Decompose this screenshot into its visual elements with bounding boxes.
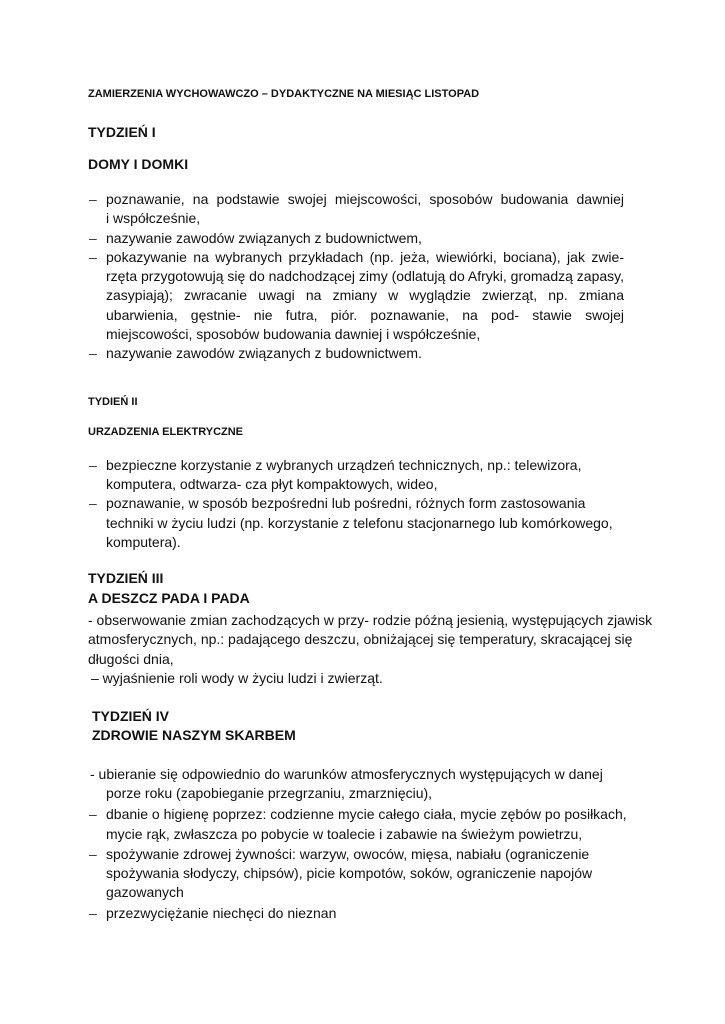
week2-topic: URZADZENIA ELEKTRYCZNE <box>88 426 244 438</box>
week4-bullet-3: – <box>89 846 97 862</box>
document-title: ZAMIERZENIA WYCHOWAWCZO – DYDAKTYCZNE NA MIESIĄC LISTOPAD <box>88 88 480 100</box>
week3-line: długości dnia, <box>88 651 174 667</box>
week4-label: TYDZIEŃ IV <box>92 708 170 724</box>
week1-bullet-3: – <box>89 249 97 265</box>
week2-line: komputera, odtwarza- cza płyt kompaktowych, wideo, <box>106 476 438 492</box>
week2-line: techniki w życiu ludzi (np. korzystanie z telefonu stacjonarnego lub komórkowego, <box>106 515 613 531</box>
week1-topic: DOMY I DOMKI <box>88 156 189 172</box>
week1-line: nazywanie zawodów związanych z budownictwem. <box>106 345 422 361</box>
week4-line: gazowanych <box>106 884 184 900</box>
week1-line: pokazywanie na wybranych przykładach (np. jeża, wiewiórki, bociana), jak zwie- <box>106 249 624 265</box>
week3-line: atmosferycznych, np.: padającego deszczu, obniżającej się temperatury, skracającej się <box>88 631 633 647</box>
week2-bullet-1: – <box>89 457 97 473</box>
week1-line: rzęta przygotowują się do nadchodzącej zimy (odlatują do Afryki, gromadzą zapasy, <box>106 268 625 284</box>
week4-line: spożywanie zdrowej żywności: warzyw, owoców, mięsa, nabiału (ograniczenie <box>106 846 590 862</box>
week1-line: nazywanie zawodów związanych z budownictwem, <box>106 230 422 246</box>
week3-topic: A DESZCZ PADA I PADA <box>88 590 250 606</box>
week4-topic: ZDROWIE NASZYM SKARBEM <box>92 727 296 743</box>
week4-line: - ubieranie się odpowiednio do warunków atmosferycznych występujących w danej <box>90 766 603 782</box>
week2-label: TYDIEŃ II <box>88 396 138 408</box>
week1-line: zasypiają); zwracanie uwagi na zmiany w wyglądzie zwierząt, np. zmiana <box>106 287 624 303</box>
week1-line: miejscowości, sposobów budowania dawniej i współcześnie, <box>106 326 481 342</box>
week4-bullet-4: – <box>89 905 97 921</box>
week4-line: dbanie o higienę poprzez: codzienne mycie całego ciała, mycie zębów po posiłkach, <box>106 806 627 822</box>
week2-line: bezpieczne korzystanie z wybranych urządzeń technicznych, np.: telewizora, <box>106 457 582 473</box>
week2-line: komputera). <box>106 534 181 550</box>
week1-bullet-1: – <box>89 191 97 207</box>
week4-line: spożywania słodyczy, chipsów), picie kompotów, soków, ograniczenie napojów <box>106 865 593 881</box>
week3-label: TYDZIEŃ III <box>88 570 164 586</box>
week1-line: poznawanie, na podstawie swojej miejscowości, sposobów budowania dawniej <box>106 191 624 207</box>
week4-bullet-2: – <box>89 806 97 822</box>
week1-line: i współcześnie, <box>106 210 201 226</box>
week1-line: ubarwienia, gęstnie- nie futra, piór. poznawanie, na pod- stawie swojej <box>106 307 624 323</box>
week4-line: porze roku (zapobieganie przegrzaniu, zmarznięciu), <box>106 785 433 801</box>
week1-bullet-4: – <box>89 345 97 361</box>
week1-label: TYDZIEŃ I <box>88 124 156 140</box>
week3-line: – wyjaśnienie roli wody w życiu ludzi i zwierząt. <box>91 670 383 686</box>
week4-line: przezwyciężanie niechęci do nieznan <box>106 905 337 921</box>
week1-bullet-2: – <box>89 230 97 246</box>
week4-line: mycie rąk, zwłaszcza po pobycie w toalecie i zabawie na świeżym powietrzu, <box>106 826 583 842</box>
week2-bullet-2: – <box>89 495 97 511</box>
week2-line: poznawanie, w sposób bezpośredni lub pośredni, różnych form zastosowania <box>106 495 586 511</box>
week3-line: - obserwowanie zmian zachodzących w przy- rodzie późną jesienią, występujących zjawisk <box>88 612 653 628</box>
